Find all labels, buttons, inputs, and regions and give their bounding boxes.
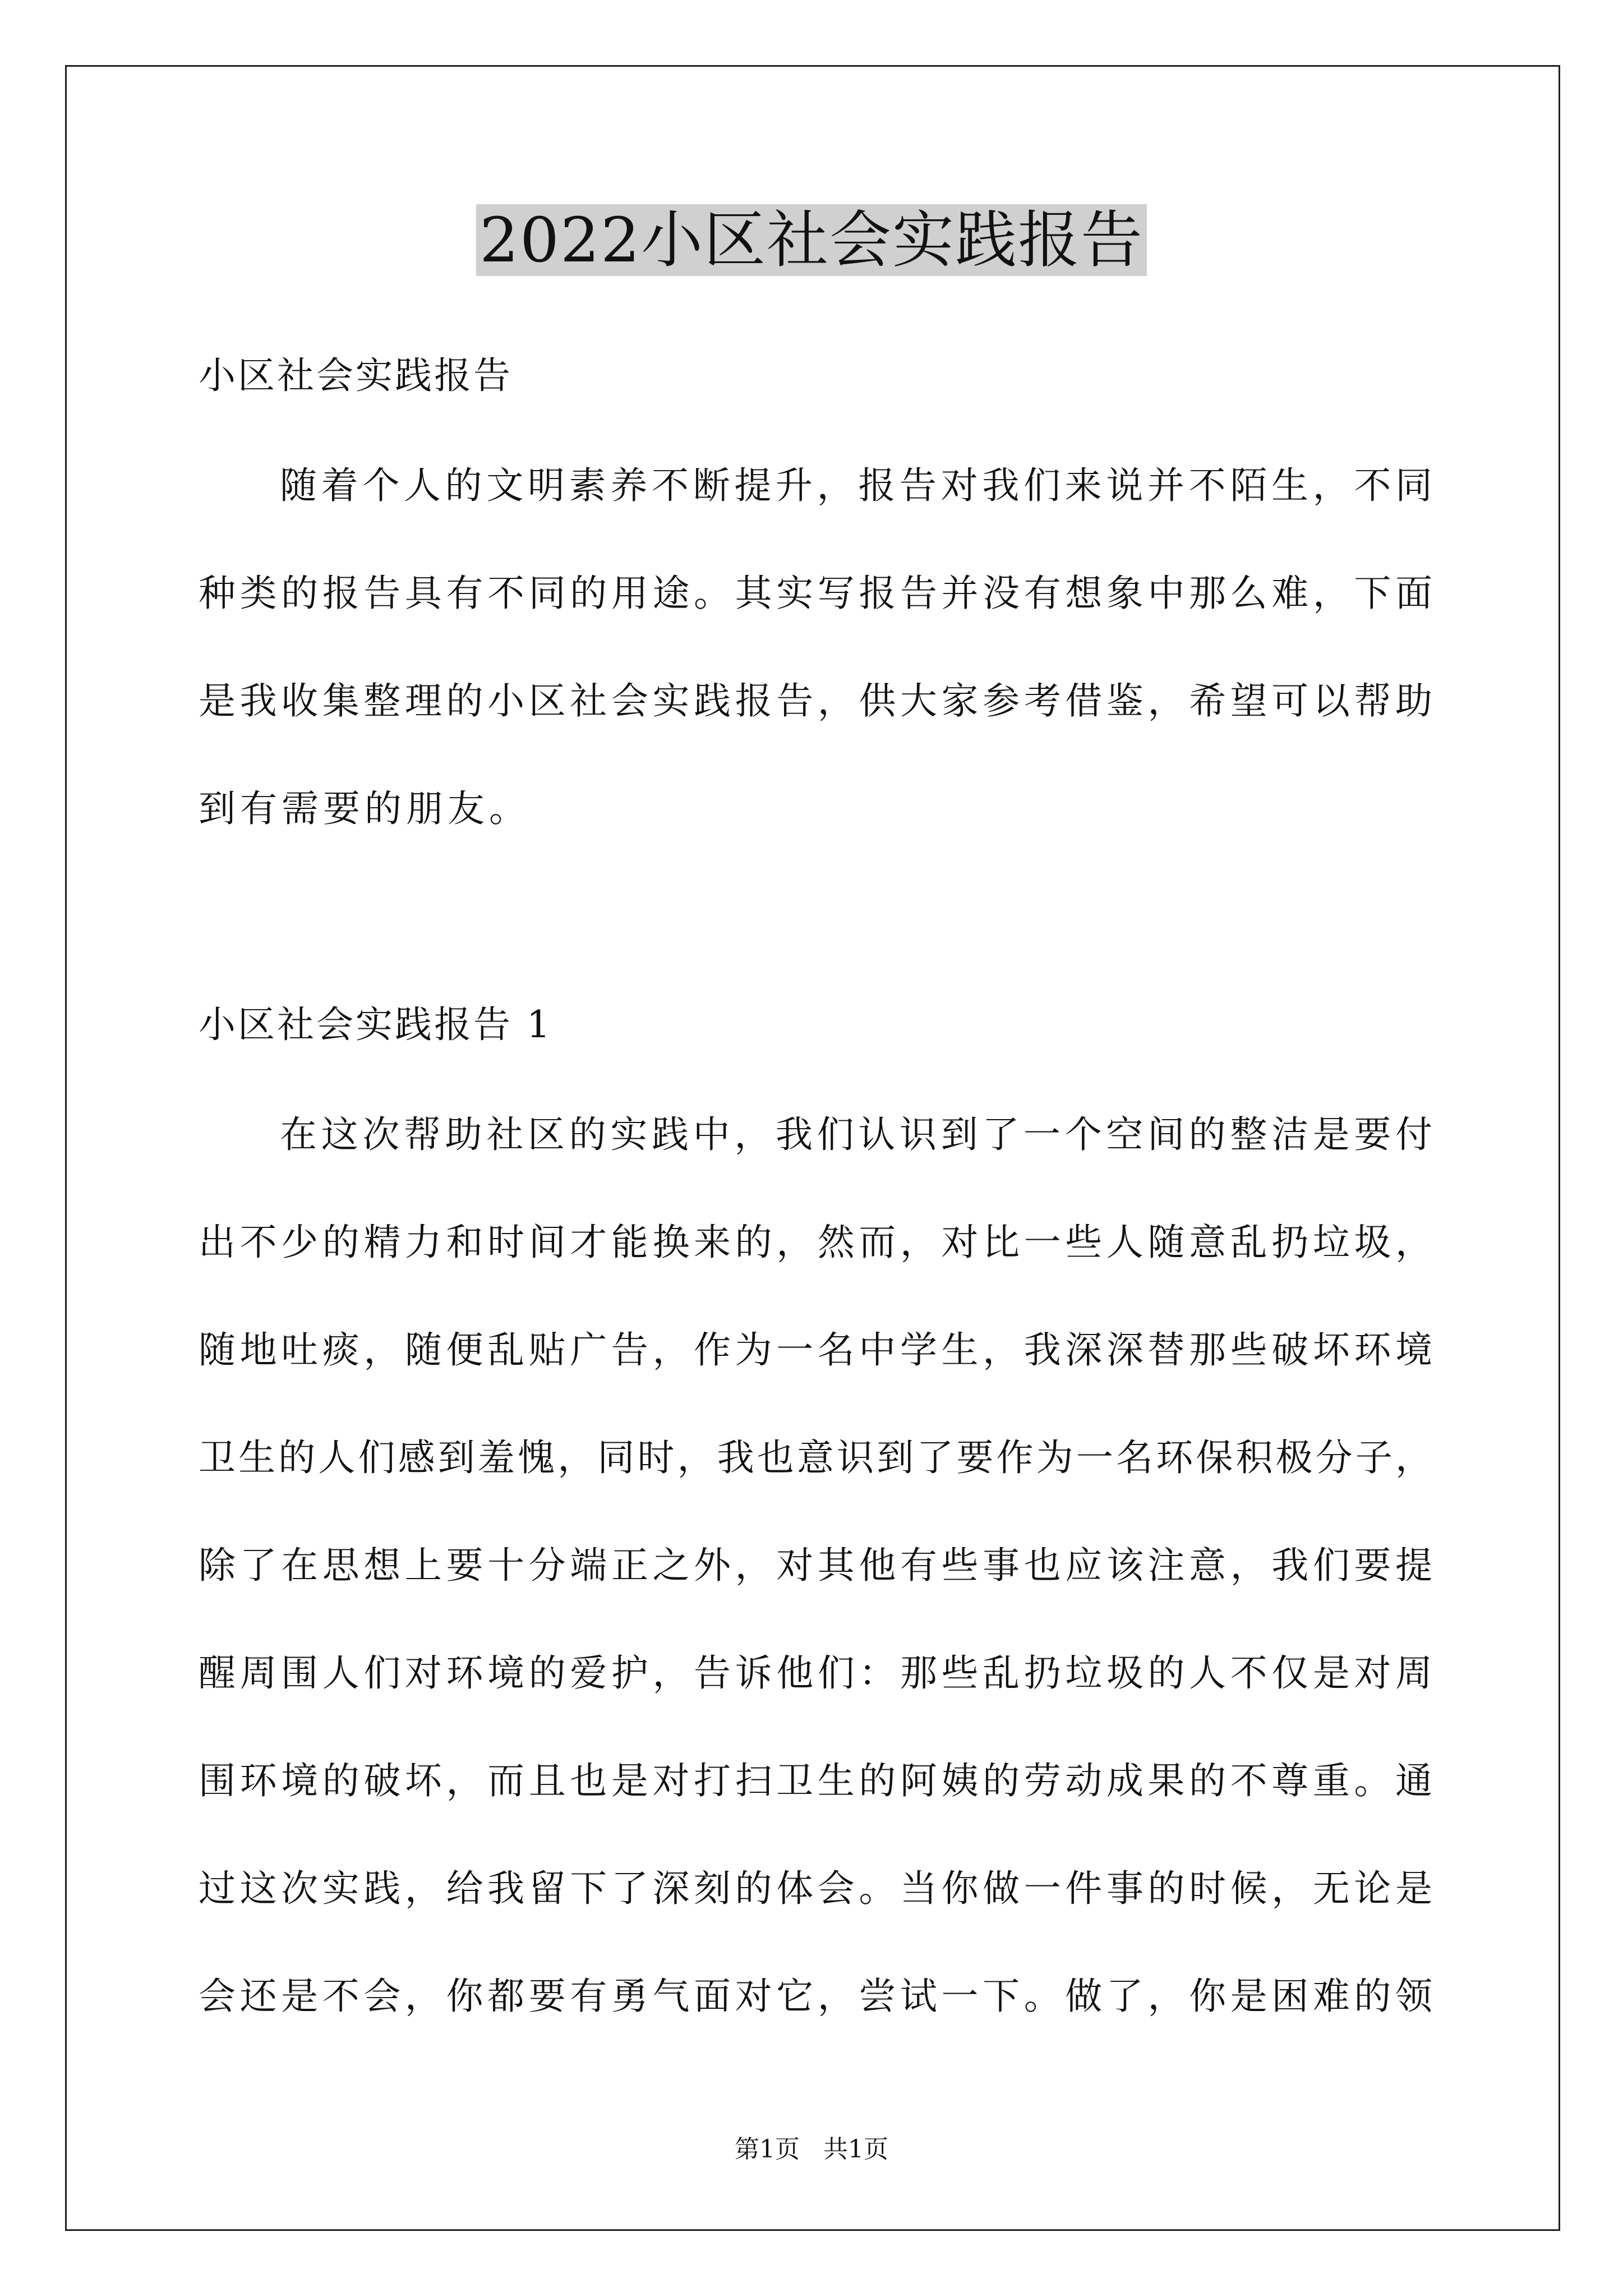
intro-paragraph-line: 到有需要的朋友。: [199, 787, 531, 830]
section-1-paragraph-line: 随地吐痰，随便乱贴广告，作为一名中学生，我深深替那些破坏环境: [199, 1328, 1432, 1372]
intro-paragraph-line: 是我收集整理的小区社会实践报告，供大家参考借鉴，希望可以帮助: [199, 679, 1432, 723]
document-title: [0, 201, 1623, 279]
section-1-paragraph-line: 在这次帮助社区的实践中，我们认识到了一个空间的整洁是要付: [280, 1113, 1432, 1156]
section-1-paragraph-line: 过这次实践，给我留下了深刻的体会。当你做一件事的时候，无论是: [199, 1867, 1432, 1910]
section-1-paragraph-line: 会还是不会，你都要有勇气面对它，尝试一下。做了，你是困难的领: [199, 1975, 1432, 2018]
section-1-paragraph-line: 醒周围人们对环境的爱护，告诉他们：那些乱扔垃圾的人不仅是对周: [199, 1651, 1432, 1695]
section-1-paragraph-line: 围环境的破坏，而且也是对打扫卫生的阿姨的劳动成果的不尊重。通: [199, 1759, 1432, 1802]
intro-heading: 小区社会实践报告: [199, 354, 513, 397]
section-1-paragraph-line: 出不少的精力和时间才能换来的，然而，对比一些人随意乱扔垃圾，: [199, 1221, 1432, 1264]
intro-paragraph-line: 随着个人的文明素养不断提升，报告对我们来说并不陌生，不同: [280, 464, 1432, 507]
intro-paragraph-line: 种类的报告具有不同的用途。其实写报告并没有想象中那么难，下面: [199, 572, 1432, 615]
section-1-paragraph-line: 卫生的人们感到羞愧，同时，我也意识到了要作为一名环保积极分子，: [199, 1436, 1432, 1479]
section-1-paragraph-line: 除了在思想上要十分端正之外，对其他有些事也应该注意，我们要提: [199, 1544, 1432, 1587]
page-footer: 第1页 共1页: [735, 2135, 888, 2164]
document-title-text: 2022小区社会实践报告: [476, 204, 1147, 276]
section-1-heading: 小区社会实践报告 1: [199, 1003, 552, 1046]
